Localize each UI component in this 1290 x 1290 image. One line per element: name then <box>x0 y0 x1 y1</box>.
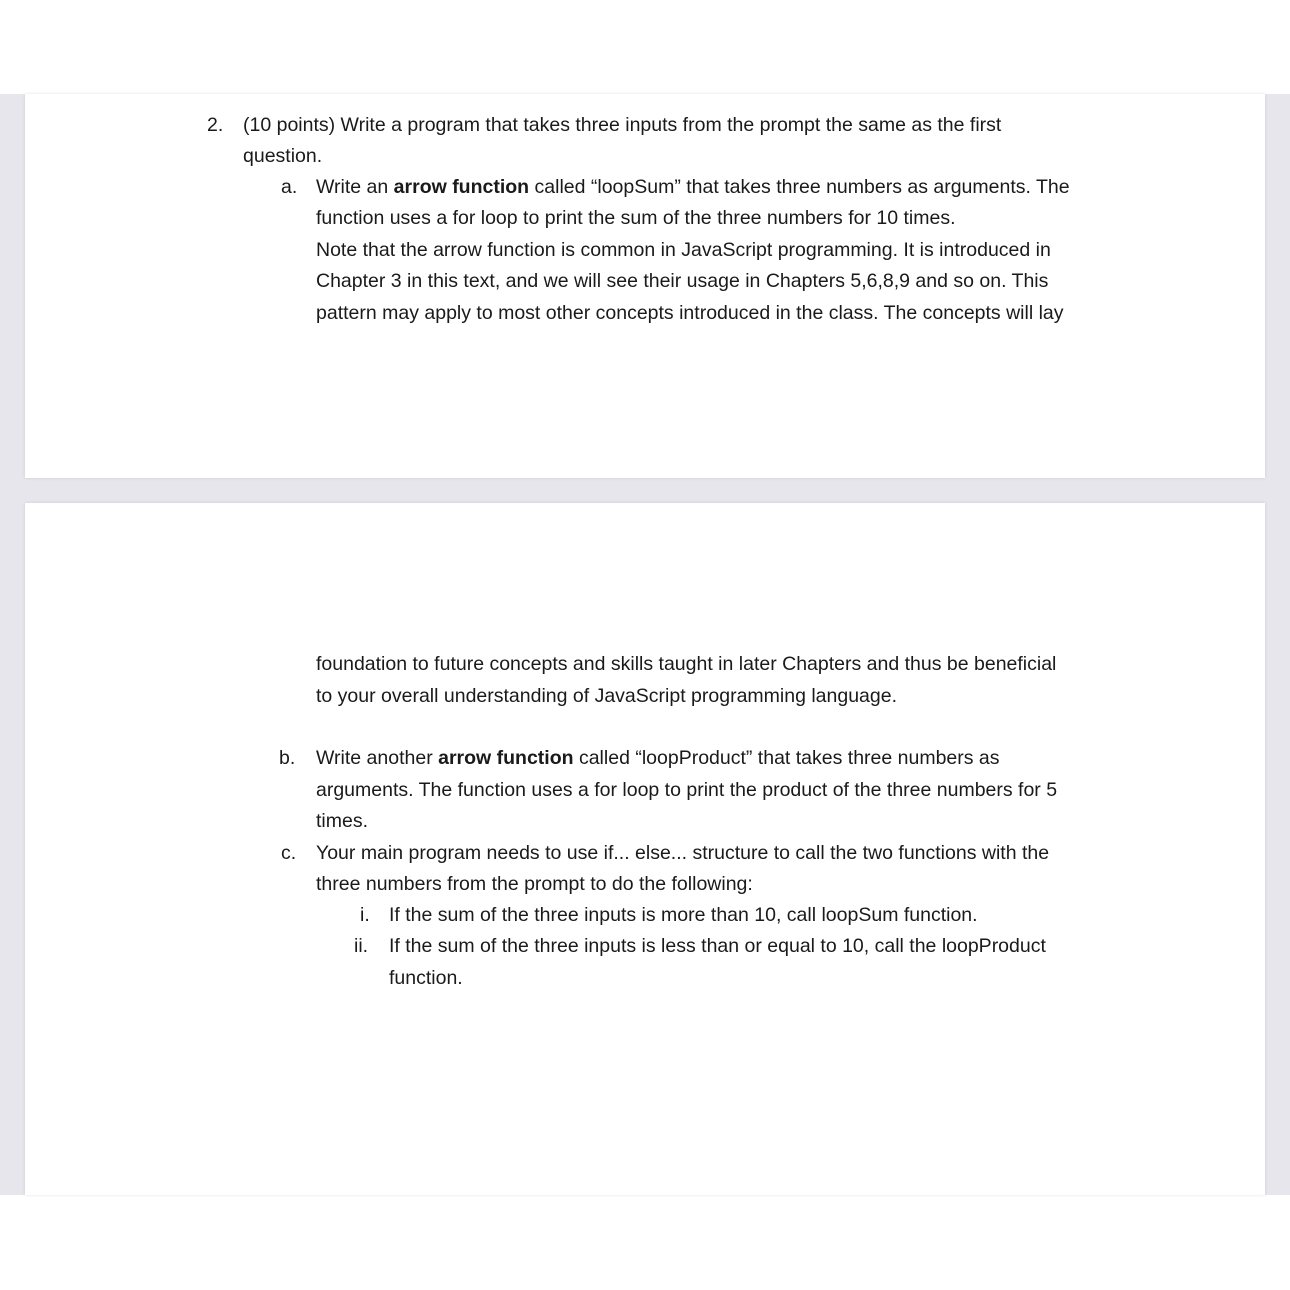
item-b-line-2: arguments. The function uses a for loop to print the product of the three numbers for 5 <box>316 779 1058 801</box>
item-a-line-2: function uses a for loop to print the sum of the three numbers for 10 times. <box>316 207 956 229</box>
subitem-ii-line-2: function. <box>389 967 463 989</box>
item-a-line-6: foundation to future concepts and skills taught in later Chapters and thus be beneficial <box>316 653 1057 675</box>
item-a-line-7: to your overall understanding of JavaScript programming language. <box>316 685 898 707</box>
question-text-line-1: (10 points) Write a program that takes three inputs from the prompt the same as the first <box>243 114 1002 136</box>
item-a-bold-term: arrow function <box>393 176 530 198</box>
item-a-line-5: pattern may apply to most other concepts introduced in the class. The concepts will lay <box>316 302 1064 324</box>
item-b-line-1-post: called “loopProduct” that takes three numbers as <box>573 747 1000 769</box>
item-b-bold-term: arrow function <box>438 747 574 769</box>
subitem-i-line-1: If the sum of the three inputs is more than 10, call loopSum function. <box>389 904 978 926</box>
document-page-2 <box>25 503 1265 1195</box>
item-c-line-2: three numbers from the prompt to do the following: <box>316 873 753 895</box>
item-a-line-1-pre: Write an <box>316 176 394 198</box>
item-a-line-3: Note that the arrow function is common in JavaScript programming. It is introduced in <box>316 239 1051 261</box>
item-b-line-3: times. <box>316 810 369 832</box>
item-c-line-1: Your main program needs to use if... else... structure to call the two functions with the <box>316 842 1050 864</box>
document-page-1 <box>25 94 1265 478</box>
question-text-line-2: question. <box>243 145 323 167</box>
item-b-line-1 <box>316 746 1000 770</box>
item-b-marker: b. <box>279 747 296 769</box>
item-a-line-4: Chapter 3 in this text, and we will see their usage in Chapters 5,6,8,9 and so on. This <box>316 270 1049 292</box>
item-a-line-1 <box>316 175 1070 199</box>
item-b-line-1-pre: Write another <box>316 747 439 769</box>
subitem-i-marker: i. <box>360 904 370 926</box>
item-a-marker: a. <box>281 176 298 198</box>
item-c-marker: c. <box>281 842 297 864</box>
question-number: 2. <box>207 114 224 136</box>
subitem-ii-marker: ii. <box>354 935 369 957</box>
subitem-ii-line-1: If the sum of the three inputs is less than or equal to 10, call the loopProduct <box>389 935 1046 957</box>
item-a-line-1-post: called “loopSum” that takes three numbers as arguments. The <box>529 176 1070 198</box>
